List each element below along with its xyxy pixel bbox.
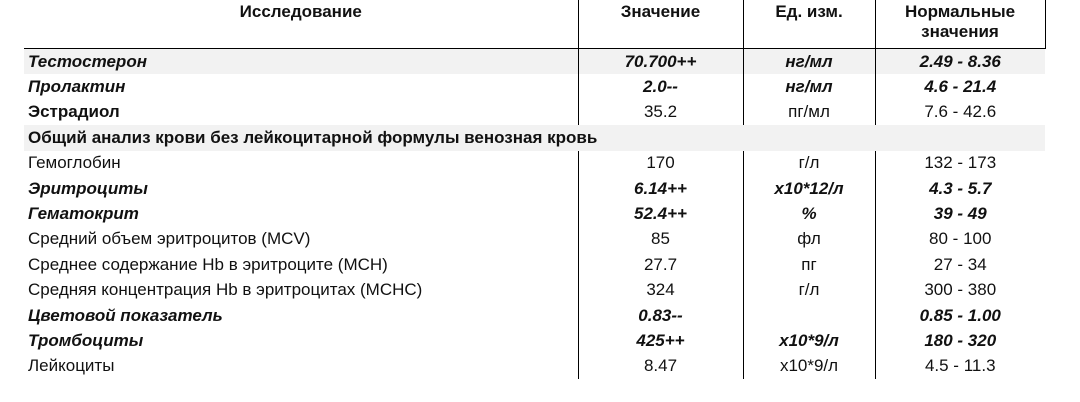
row-unit: нг/мл	[743, 74, 875, 99]
row-range: 132 - 173	[875, 151, 1045, 176]
section-row	[24, 125, 1045, 150]
table-row	[24, 201, 1045, 226]
row-range: 27 - 34	[875, 252, 1045, 277]
row-value: 6.14++	[578, 176, 743, 201]
row-name: Тестостерон	[24, 49, 578, 75]
row-range: 80 - 100	[875, 227, 1045, 252]
row-range: 180 - 320	[875, 328, 1045, 353]
table-row	[24, 176, 1045, 201]
row-name: Средний объем эритроцитов (MCV)	[28, 229, 311, 249]
header-value: Значение	[578, 0, 743, 49]
row-name: Пролактин	[28, 77, 126, 97]
row-value: 170	[578, 151, 743, 176]
row-name: Лейкоциты	[28, 356, 115, 376]
row-unit: x10*12/л	[743, 176, 875, 201]
row-unit: г/л	[743, 278, 875, 303]
row-range: 39 - 49	[875, 201, 1045, 226]
lab-results-table	[24, 0, 1046, 379]
row-value: 8.47	[578, 354, 743, 379]
table-row	[24, 354, 1045, 379]
header-row	[24, 0, 1045, 49]
row-unit	[743, 303, 875, 328]
row-range: 0.85 - 1.00	[875, 303, 1045, 328]
row-name: Тромбоциты	[28, 330, 144, 350]
table-row	[24, 278, 1045, 303]
header-study: Исследование	[24, 0, 578, 49]
row-value: 2.0--	[578, 74, 743, 99]
row-range: 4.6 - 21.4	[875, 74, 1045, 99]
row-range: 4.3 - 5.7	[875, 176, 1045, 201]
row-unit: x10*9/л	[743, 328, 875, 353]
section-title: Общий анализ крови без лейкоцитарной формулы венозная кровь	[24, 125, 1045, 150]
row-value: 35.2	[578, 100, 743, 125]
table-row	[24, 328, 1045, 353]
row-unit: %	[743, 201, 875, 226]
row-range: 2.49 - 8.36	[875, 49, 1045, 75]
row-value: 27.7	[578, 252, 743, 277]
row-name: Гемоглобин	[28, 153, 121, 173]
table-row	[24, 74, 1045, 99]
row-unit: г/л	[743, 151, 875, 176]
table-row	[24, 100, 1045, 125]
row-value: 425++	[578, 328, 743, 353]
row-name: Гематокрит	[28, 204, 139, 224]
row-name: Цветовой показатель	[28, 305, 223, 325]
table-row	[24, 151, 1045, 176]
header-unit: Ед. изм.	[743, 0, 875, 49]
row-value: 52.4++	[578, 201, 743, 226]
row-value: 85	[578, 227, 743, 252]
row-unit: пг	[743, 252, 875, 277]
table-row	[24, 227, 1045, 252]
row-unit: фл	[743, 227, 875, 252]
row-value: 70.700++	[578, 49, 743, 75]
table-row	[24, 49, 1045, 75]
row-unit: нг/мл	[743, 49, 875, 75]
row-name: Эстрадиол	[28, 102, 120, 122]
row-unit: пг/мл	[743, 100, 875, 125]
row-name: Эритроциты	[28, 178, 148, 198]
row-value: 324	[578, 278, 743, 303]
table-row	[24, 252, 1045, 277]
row-unit: x10*9/л	[743, 354, 875, 379]
header-normal: Нормальные значения	[875, 0, 1045, 49]
row-value: 0.83--	[578, 303, 743, 328]
table-row	[24, 303, 1045, 328]
row-name: Средняя концентрация Hb в эритроцитах (MCHC)	[28, 280, 423, 300]
row-range: 300 - 380	[875, 278, 1045, 303]
row-range: 7.6 - 42.6	[875, 100, 1045, 125]
row-range: 4.5 - 11.3	[875, 354, 1045, 379]
row-name: Среднее содержание Hb в эритроците (MCH)	[28, 254, 388, 274]
